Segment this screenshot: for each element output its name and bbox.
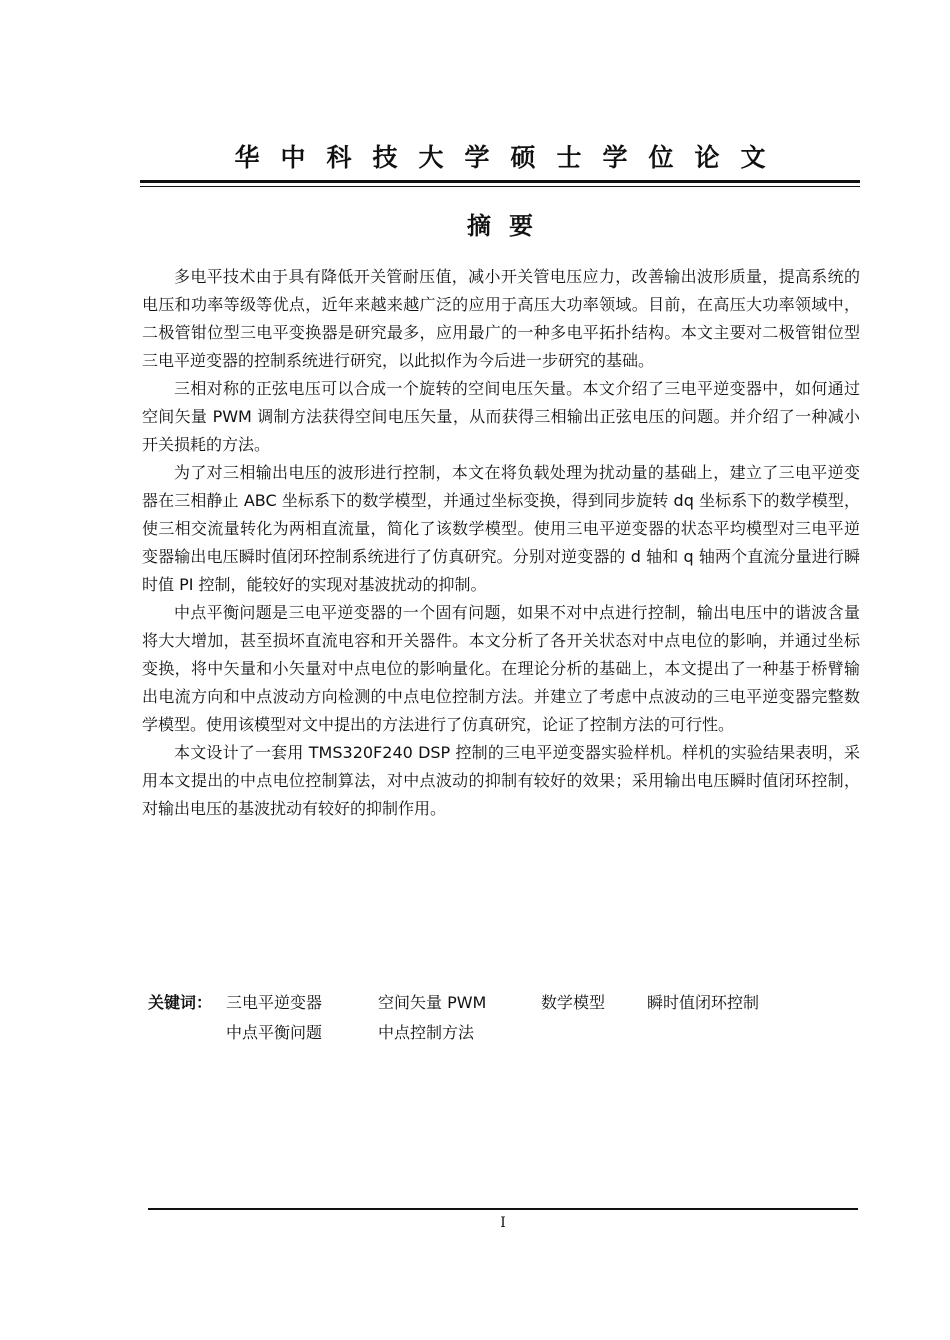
abstract-paragraph-1: 多电平技术由于具有降低开关管耐压值，减小开关管电压应力，改善输出波形质量，提高系统的电压和功率等级等优点，近年来越来越广泛的应用于高压大功率领域。目前，在高压大功率领域中，二极管钳位型三电平变换器是研究最多，应用最广的一种多电平拓扑结构。本文主要对二极管钳位型三电平逆变器的控制系统进行研究，以此拟作为今后进一步研究的基础。	[142, 267, 860, 370]
keyword-item: 数学模型	[541, 993, 606, 1012]
abstract-paragraph-4: 中点平衡问题是三电平逆变器的一个固有问题，如果不对中点进行控制，输出电压中的谐波含量将大大增加，甚至损坏直流电容和开关器件。本文分析了各开关状态对中点电位的影响，并通过坐标变换，将中矢量和小矢量对中点电位的影响量化。在理论分析的基础上，本文提出了一种基于桥臂输出电流方向和中点波动方向检测的中点电位控制方法。并建立了考虑中点波动的三电平逆变器完整数学模型。使用该模型对文中提出的方法进行了仿真研究，论证了控制方法的可行性。	[142, 603, 860, 734]
keyword-item: 瞬时值闭环控制	[647, 993, 760, 1012]
keywords-label: 关键词：	[148, 993, 213, 1012]
abstract-paragraph-2: 三相对称的正弦电压可以合成一个旋转的空间电压矢量。本文介绍了三电平逆变器中，如何通过空间矢量 PWM 调制方法获得空间电压矢量，从而获得三相输出正弦电压的问题。并介绍了一种减小开关损耗的方法。	[142, 379, 860, 454]
header-rule-thin	[140, 186, 860, 187]
keyword-item: 空间矢量 PWM	[378, 993, 487, 1012]
abstract-paragraph-3: 为了对三相输出电压的波形进行控制，本文在将负载处理为扰动量的基础上，建立了三电平逆变器在三相静止 ABC 坐标系下的数学模型，并通过坐标变换，得到同步旋转 dq 坐标系下的数学模型，使三相交流量转化为两相直流量，简化了该数学模型。使用三电平逆变器的状态平均模型对三电平逆变器输出电压瞬时值闭环控制系统进行了仿真研究。分别对逆变器的 d 轴和 q 轴两个直流分量进行瞬时值 PI 控制，能较好的实现对基波扰动的抑制。	[142, 463, 860, 594]
abstract-body	[142, 263, 860, 823]
keyword-item: 中点控制方法	[378, 1023, 475, 1042]
thesis-header-title: 华中科技大学硕士学位论文	[234, 143, 787, 172]
footer-rule	[148, 1208, 858, 1210]
keyword-item: 三电平逆变器	[226, 993, 323, 1012]
page-number: I	[500, 1215, 506, 1231]
keyword-item: 中点平衡问题	[226, 1023, 323, 1042]
abstract-paragraph-5: 本文设计了一套用 TMS320F240 DSP 控制的三电平逆变器实验样机。样机的实验结果表明，采用本文提出的中点电位控制算法，对中点波动的抑制有较好的效果；采用输出电压瞬时值闭环控制，对输出电压的基波扰动有较好的抑制作用。	[142, 743, 860, 818]
header-rule-thick	[140, 180, 860, 183]
abstract-heading: 摘要	[467, 212, 551, 240]
